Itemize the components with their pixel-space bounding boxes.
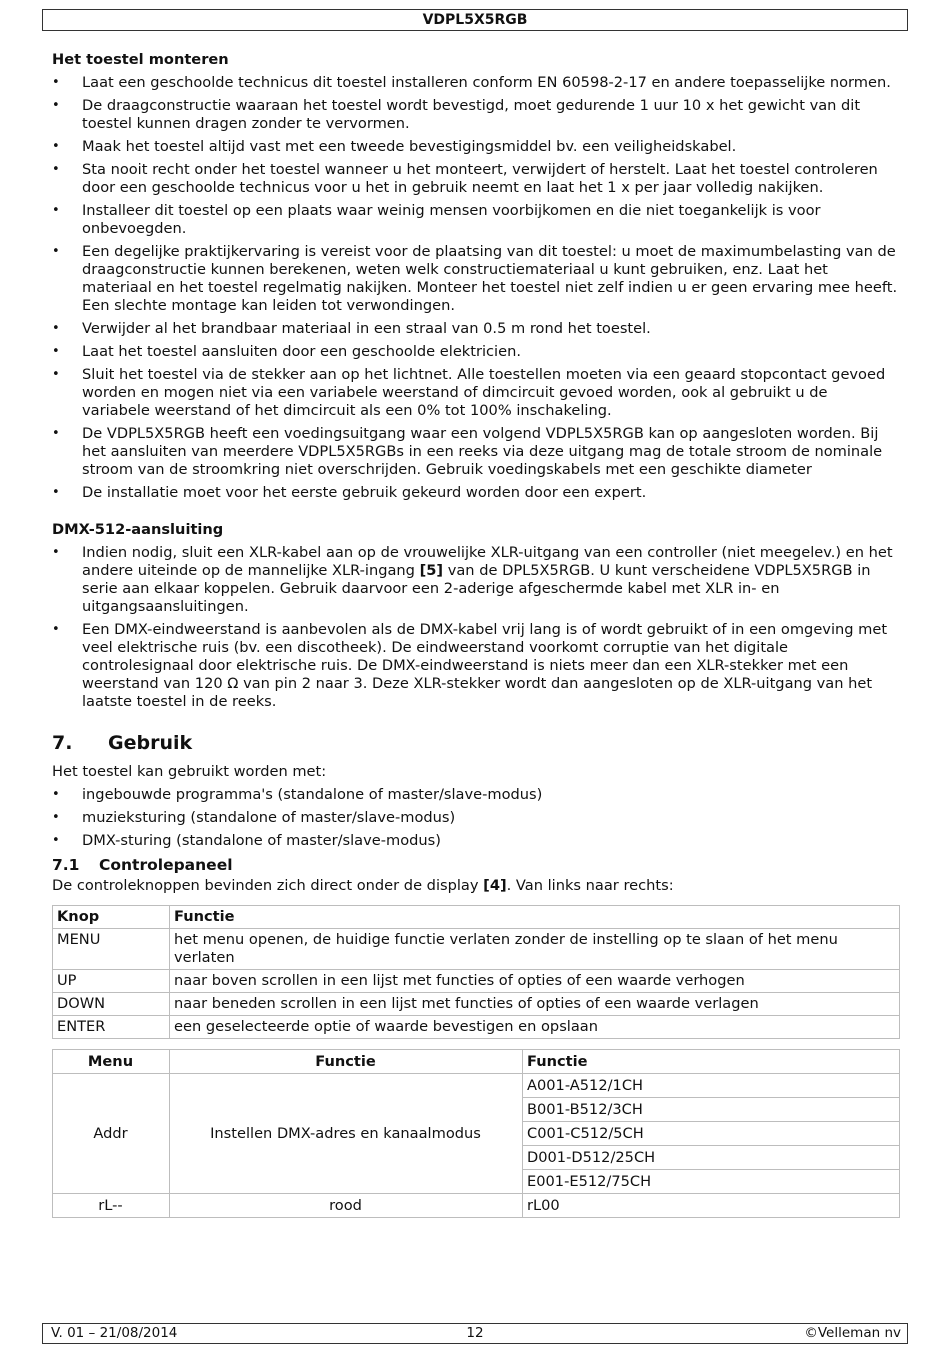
column-header: Functie: [170, 1050, 523, 1074]
table-cell: ENTER: [53, 1016, 170, 1039]
column-header: Functie: [523, 1050, 900, 1074]
dmx-list: [52, 544, 900, 711]
control-intro: [52, 877, 900, 895]
table-cell: A001-A512/1CH: [523, 1074, 900, 1098]
column-header: Knop: [53, 906, 170, 929]
table-row: [53, 929, 900, 970]
footer-page-number: 12: [466, 1325, 484, 1341]
table-row: [53, 1194, 900, 1218]
table-cell: C001-C512/5CH: [523, 1122, 900, 1146]
list-item: • Een DMX-eindweerstand is aanbevolen als de DMX-kabel vrij lang is of wordt gebruikt of in een omgeving met veel elektrische ruis (bv. een discotheek). De eindweerstand voorkomt corruptie van het digitale controlesignaal door elektrische ruis. De DMX-eindweerstand is niets meer dan een XLR-stekker met een weerstand van 120 Ω van pin 2 naar 3. Deze XLR-stekker wordt dan aangesloten op de XLR-uitgang van het laatste toestel in de reeks.: [52, 621, 900, 711]
usage-heading: [52, 731, 900, 755]
table-cell: B001-B512/3CH: [523, 1098, 900, 1122]
usage-intro: Het toestel kan gebruikt worden met:: [52, 763, 327, 780]
table-cell: D001-D512/25CH: [523, 1146, 900, 1170]
list-item: • DMX-sturing (standalone of master/slave-modus): [52, 832, 900, 850]
control-section-number: 7.1: [52, 856, 80, 874]
dmx-item1-ref: [5]: [419, 562, 444, 579]
list-item: • muzieksturing (standalone of master/slave-modus): [52, 809, 900, 827]
table-cell: Addr: [53, 1074, 170, 1194]
list-item: • De VDPL5X5RGB heeft een voedingsuitgang waar een volgend VDPL5X5RGB kan op aangesloten worden. Bij het aansluiten van meerdere VDPL5X5RGBs in een reeks via deze uitgang mag de totale stroom de nominale stroom van de stroomkring niet overschrijden. Gebruik voedingskabels met een geschikte diameter: [52, 425, 900, 479]
page-header: [42, 9, 908, 31]
table-row: [53, 993, 900, 1016]
table-header-row: [53, 906, 900, 929]
list-item: • De draagconstructie waaraan het toestel wordt bevestigd, moet gedurende 1 uur 10 x het gewicht van dit toestel kunnen dragen zonder te vervormen.: [52, 97, 900, 133]
list-item: • Maak het toestel altijd vast met een tweede bevestigingsmiddel bv. een veiligheidskabel.: [52, 138, 900, 156]
dmx-item1-text-b: van de DPL5X5RGB. U kunt verscheidene VDPL5X5RGB in serie aan elkaar koppelen. Gebruik daarvoor een 2-aderige afgeschermde kabel met XLR in- en uitgangsaansluitingen.: [82, 562, 871, 615]
table-cell: rood: [170, 1194, 523, 1218]
control-intro-text-a: De controleknoppen bevinden zich direct onder de display: [52, 877, 484, 894]
list-item: • ingebouwde programma's (standalone of master/slave-modus): [52, 786, 900, 804]
control-intro-ref: [4]: [483, 877, 507, 894]
list-item: • Sta nooit recht onder het toestel wanneer u het monteert, verwijdert of herstelt. Laat het toestel controleren door een geschoolde technicus voor u het in gebruik neemt en laat het 1 x per jaar volledig nakijken.: [52, 161, 900, 197]
table-cell: een geselecteerde optie of waarde bevestigen en opslaan: [170, 1016, 900, 1039]
table-cell: het menu openen, de huidige functie verlaten zonder de instelling op te slaan of het menu verlaten: [170, 929, 900, 970]
column-header: Functie: [170, 906, 900, 929]
menu-table: [52, 1049, 900, 1218]
table-header-row: [53, 1050, 900, 1074]
table-cell: MENU: [53, 929, 170, 970]
control-heading: [52, 855, 900, 875]
table-cell: Instellen DMX-adres en kanaalmodus: [170, 1074, 523, 1194]
usage-section-title: Gebruik: [108, 732, 193, 754]
header-title: VDPL5X5RGB: [422, 12, 528, 28]
list-item: • Verwijder al het brandbaar materiaal in een straal van 0.5 m rond het toestel.: [52, 320, 900, 338]
table-cell: DOWN: [53, 993, 170, 1016]
dmx-item1-text-a: Indien nodig, sluit een XLR-kabel aan op de vrouwelijke XLR-uitgang van een controller (niet meegelev.) en het andere uiteinde op de mannelijke XLR-ingang: [82, 544, 893, 579]
table-row: [53, 970, 900, 993]
page-content: [52, 50, 900, 1218]
mounting-list: [52, 74, 900, 502]
dmx-heading: DMX-512-aansluiting: [52, 521, 224, 538]
table-cell: naar beneden scrollen in een lijst met functies of opties of een waarde verlagen: [170, 993, 900, 1016]
table-cell: rL00: [523, 1194, 900, 1218]
list-item: • Installeer dit toestel op een plaats waar weinig mensen voorbijkomen en die niet toegankelijk is voor onbevoegden.: [52, 202, 900, 238]
buttons-table: [52, 905, 900, 1039]
footer-version: V. 01 – 21/08/2014: [51, 1325, 178, 1341]
footer-copyright: ©Velleman nv: [804, 1325, 901, 1341]
table-row: [53, 1074, 900, 1098]
usage-list: [52, 786, 900, 850]
list-item: • Sluit het toestel via de stekker aan op het lichtnet. Alle toestellen moeten via een geaard stopcontact gevoed worden en mogen niet via een variabele weerstand of dimcircuit gevoed worden, ook al gebruikt u de variabele weerstand of het dimcircuit als een 0% tot 100% inschakeling.: [52, 366, 900, 420]
list-item: [52, 544, 900, 616]
table-cell: E001-E512/75CH: [523, 1170, 900, 1194]
control-intro-text-b: . Van links naar rechts:: [506, 877, 674, 894]
column-header: Menu: [53, 1050, 170, 1074]
table-row: [53, 1016, 900, 1039]
table-cell: naar boven scrollen in een lijst met functies of opties of een waarde verhogen: [170, 970, 900, 993]
mounting-heading: Het toestel monteren: [52, 51, 229, 68]
list-item: • De installatie moet voor het eerste gebruik gekeurd worden door een expert.: [52, 484, 900, 502]
usage-section-number: 7.: [52, 732, 73, 754]
list-item: • Laat een geschoolde technicus dit toestel installeren conform EN 60598-2-17 en andere toepasselijke normen.: [52, 74, 900, 92]
table-cell: UP: [53, 970, 170, 993]
page-footer: [42, 1323, 908, 1344]
list-item: • Een degelijke praktijkervaring is vereist voor de plaatsing van dit toestel: u moet de maximumbelasting van de draagconstructie kunnen berekenen, weten welk constructiemateriaal u kunt gebruiken, enz. Laat het materiaal en het toestel regelmatig nakijken. Monteer het toestel niet zelf indien u er geen ervaring mee heeft. Een slechte montage kan leiden tot verwondingen.: [52, 243, 900, 315]
table-cell: rL--: [53, 1194, 170, 1218]
list-item: • Laat het toestel aansluiten door een geschoolde elektricien.: [52, 343, 900, 361]
control-section-title: Controlepaneel: [99, 856, 233, 874]
